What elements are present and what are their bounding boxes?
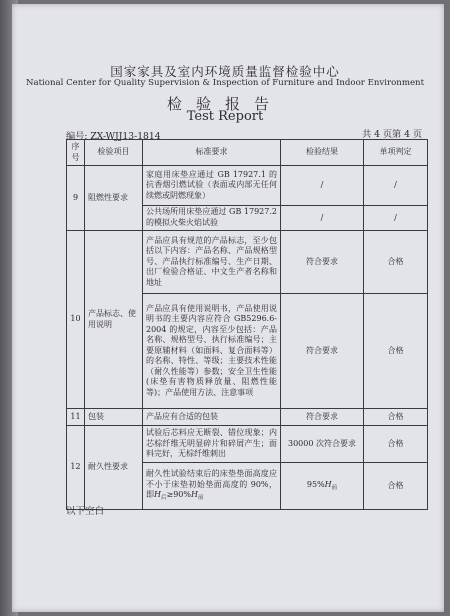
row-result: 符合要求	[281, 409, 364, 426]
row-requirement: 产品应具有使用说明书，产品使用说明书的主要内容应符合 GB5296.6-2004 的规定，内容至少包括：产品名称、规格型号、执行标准编号；主要原辅材料（如面料、复合面料等）的名称、特性、等级；主要技术性能（耐久性能等）参数；安全卫生性能(床垫有害物质释放量、阻燃性能等)；产品使用方法、注意事项	[143, 294, 281, 409]
row-result: 符合要求	[281, 231, 364, 294]
row-requirement: 产品应具有规范的产品标志，至少包括以下内容：产品名称、产品规格型号、产品执行标准编号、生产日期、出厂检验合格证、中文生产者名称和地址	[143, 231, 281, 294]
row-result: 30000 次符合要求	[281, 426, 364, 463]
report-number: 编号: ZX-WJJ13-1814	[66, 131, 161, 142]
test-results-table	[66, 139, 428, 510]
row-verdict: 合格	[364, 294, 428, 409]
height-before-symbol: H	[190, 490, 198, 500]
row-number: 10	[67, 231, 85, 409]
durability-result-percent: 95%	[306, 479, 325, 489]
row-verdict: 合格	[364, 463, 428, 510]
row-item: 产品标志、使用说明	[85, 231, 143, 409]
table-row	[67, 409, 428, 426]
report-title-en: Test Report	[186, 109, 264, 124]
row-verdict: 合格	[364, 231, 428, 294]
row-number: 12	[67, 426, 85, 510]
org-name-cn: 国家家具及室内环境质量监督检验中心	[110, 64, 340, 79]
blank-below-note: 以下空白	[66, 506, 105, 517]
table-row	[67, 166, 428, 206]
org-name-en: National Center for Quality Supervision & Inspection of Furniture and Indoor Environment	[25, 78, 425, 88]
row-item: 包装	[85, 409, 143, 426]
row-requirement	[143, 463, 281, 510]
row-requirement: 家庭用床垫应通过 GB 17927.1 的抗香烟引燃试验（表面或内部无任何续燃或阴燃现象）	[143, 166, 281, 206]
row-result: /	[281, 206, 364, 231]
row-item: 耐久性要求	[85, 426, 143, 510]
row-verdict: 合格	[364, 409, 428, 426]
row-requirement: 产品应有合适的包装	[143, 409, 281, 426]
row-verdict: /	[364, 206, 428, 231]
col-header-item: 检验项目	[85, 140, 143, 166]
height-after-symbol: H	[154, 490, 161, 500]
height-after-subscript: 后	[160, 495, 167, 502]
height-before-subscript: 前	[197, 495, 204, 502]
result-height-subscript: 前	[331, 484, 338, 491]
durability-ratio: ≥90%	[166, 490, 191, 500]
result-height-symbol: H	[324, 479, 332, 489]
report-title-cn: 检验报告	[166, 95, 283, 113]
table-row	[67, 231, 428, 294]
row-result	[281, 463, 364, 510]
col-header-no: 序号	[67, 140, 85, 166]
col-header-requirement: 标准要求	[143, 140, 281, 166]
row-number: 9	[67, 166, 85, 231]
row-requirement: 公共场所用床垫应通过 GB 17927.2 的模拟火柴火焰试验	[143, 206, 281, 231]
durability-req-text: 耐久性试验结束后的床垫垫面高度应不小于床垫初始垫面高度的 90%，即	[146, 469, 277, 500]
row-verdict: 合格	[364, 426, 428, 463]
row-requirement: 试验后芯料应无断裂、错位现象；内芯棕纤维无明显碎片和碎屑产生；面料完好，无棕纤维刺出	[143, 426, 281, 463]
row-result: 符合要求	[281, 294, 364, 409]
col-header-result: 检验结果	[281, 140, 364, 166]
row-result: /	[281, 166, 364, 206]
row-verdict: /	[364, 166, 428, 206]
page-info: 共 4 页第 4 页	[362, 129, 423, 140]
row-item: 阻燃性要求	[85, 166, 143, 231]
table-row	[67, 426, 428, 463]
table-header-row	[67, 140, 428, 166]
col-header-verdict: 单项判定	[364, 140, 428, 166]
row-number: 11	[67, 409, 85, 426]
